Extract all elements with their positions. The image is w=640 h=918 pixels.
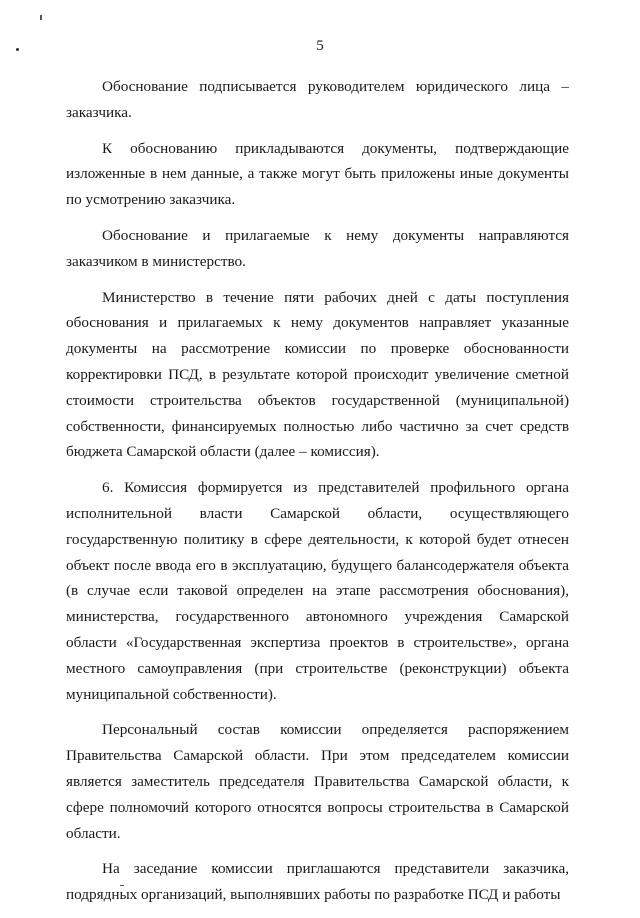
page-number: 5	[316, 38, 324, 54]
paragraph-submission: Обоснование и прилагаемые к нему документы направляются заказчиком в министерство.	[66, 226, 569, 270]
paragraph-commission-composition: Персональный состав комиссии определяется распоряжением Правительства Самарской области. При этом председателем комиссии является заместитель председателя Правительства Самарской области, к сфере полномочий которого относятся вопросы строительства в Самарской области.	[66, 721, 569, 842]
scan-mark-top	[40, 15, 42, 20]
paragraph-commission-formation: 6. Комиссия формируется из представителей профильного органа исполнительной власти Самарской области, осуществляющего государственную политику в сфере деятельности, к которой будет отнесен объект после ввода его в эксплуатацию, будущего балансодержателя объекта (в случае если таковой определен на этапе рассмотрения обоснования), министерства, государственного автономного учреждения Самарской области «Государственная экспертиза проектов в строительстве», органа местного самоуправления (при строительстве (реконструкции) объекта муниципальной собственности).	[66, 479, 569, 703]
paragraph-attachments: К обоснованию прикладываются документы, подтверждающие изложенные в нем данные, а также могут быть приложены иные документы по усмотрению заказчика.	[66, 139, 569, 209]
document-body	[66, 74, 569, 918]
paragraph-signature: Обоснование подписывается руководителем юридического лица – заказчика.	[66, 78, 569, 121]
paragraph-ministry-review: Министерство в течение пяти рабочих дней с даты поступления обоснования и прилагаемых к нему документов направляет указанные документы на рассмотрение комиссии по проверке обоснованности корректировки ПСД, в результате которой происходит увеличение сметной стоимости строительства объектов государственной (муниципальной) собственности, финансируемых полностью либо частично за счет средств бюджета Самарской области (далее – комиссия).	[66, 288, 569, 461]
paragraph-meeting-invitees: На заседание комиссии приглашаются представители заказчика, подрядных организаций, выполнявших работы по разработке ПСД и работы	[66, 860, 569, 904]
